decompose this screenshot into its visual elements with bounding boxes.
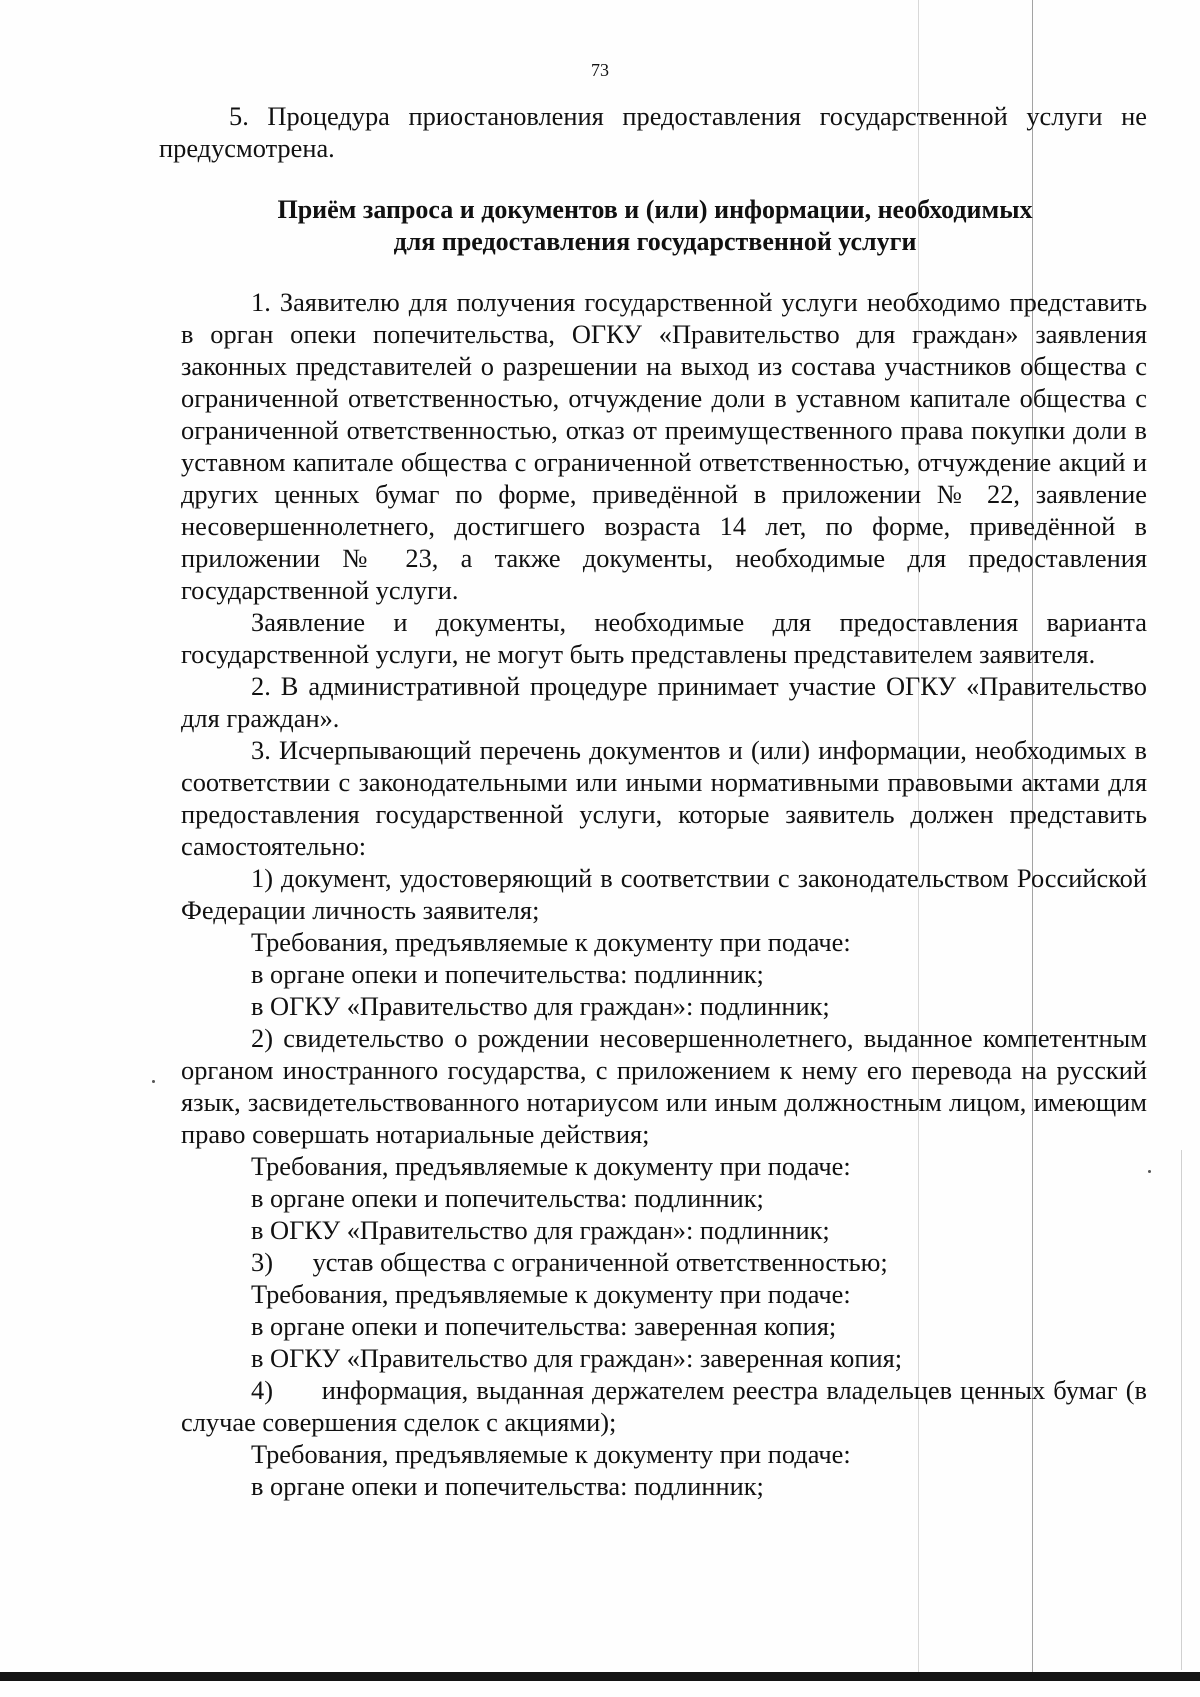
section-heading-line: Приём запроса и документов и (или) информации, необходимых [277, 195, 1033, 224]
list-item: 2) свидетельство о рождении несовершеннолетнего, выданное компетентным органом иностранного государства, с приложением к нему его перевода на русский язык, засвидетельствованного нотариусом или иным должностным лицом, имеющим право совершать нотариальные действия; [181, 1023, 1147, 1149]
paragraph: 5. Процедура приостановления предоставления государственной услуги не предусмотрена. [159, 101, 1147, 163]
section-body [181, 286, 1154, 1502]
requirements-line: в ОГКУ «Правительство для граждан»: заверенная копия; [251, 1343, 903, 1373]
requirements-line: Требования, предъявляемые к документу при подаче: [251, 1151, 851, 1181]
requirements-line: Требования, предъявляемые к документу при подаче: [251, 1279, 851, 1309]
requirements-line: Требования, предъявляемые к документу при подаче: [251, 927, 851, 957]
paragraph: 2. В административной процедуре принимает участие ОГКУ «Правительство для граждан». [181, 671, 1147, 733]
requirements-line: в органе опеки и попечительства: подлинник; [251, 1183, 764, 1213]
page-number: 73 [591, 60, 609, 80]
requirements-line: в органе опеки и попечительства: подлинник; [251, 959, 764, 989]
list-item: 1) документ, удостоверяющий в соответствии с законодательством Российской Федерации личность заявителя; [181, 863, 1147, 925]
scan-speck [152, 1080, 155, 1083]
section-heading [163, 194, 1147, 258]
requirements-line: в ОГКУ «Правительство для граждан»: подлинник; [251, 991, 830, 1021]
requirements-line: Требования, предъявляемые к документу при подаче: [251, 1439, 851, 1469]
paragraph: 1. Заявителю для получения государственной услуги необходимо представить в орган опеки попечительства, ОГКУ «Правительство для граждан» заявления законных представителей о разрешении на выход из состава участников общества с ограниченной ответственностью, отчуждение доли в уставном капитале общества с ограниченной ответственностью, отказ от преимущественного права покупки доли в уставном капитале общества с ограниченной ответственностью, отчуждение акций и других ценных бумаг по форме, приведённой в приложении № 22, заявление несовершеннолетнего, достигшего возраста 14 лет, по форме, приведённой в приложении № 23, а также документы, необходимые для предоставления государственной услуги. [181, 287, 1147, 605]
scan-bottom-border [0, 1672, 1200, 1681]
section-heading-line: для предоставления государственной услуги [393, 227, 917, 256]
list-item: 4) информация, выданная держателем реестра владельцев ценных бумаг (в случае совершения сделок с акциями); [181, 1375, 1154, 1437]
requirements-line: в ОГКУ «Правительство для граждан»: подлинник; [251, 1215, 830, 1245]
list-item: 3) устав общества с ограниченной ответственностью; [251, 1247, 888, 1277]
document-body [159, 100, 1154, 1502]
paragraph: Заявление и документы, необходимые для предоставления варианта государственной услуги, не могут быть представлены представителем заявителя. [181, 607, 1147, 669]
paragraph: 3. Исчерпывающий перечень документов и (или) информации, необходимых в соответствии с законодательными или иными нормативными правовыми актами для предоставления государственной услуги, которые заявитель должен представить самостоятельно: [181, 735, 1147, 861]
requirements-line: в органе опеки и попечительства: подлинник; [251, 1471, 764, 1501]
scan-artifact-line [1181, 1150, 1182, 1670]
requirements-line: в органе опеки и попечительства: заверенная копия; [251, 1311, 837, 1341]
scan-speck [1148, 1170, 1151, 1173]
